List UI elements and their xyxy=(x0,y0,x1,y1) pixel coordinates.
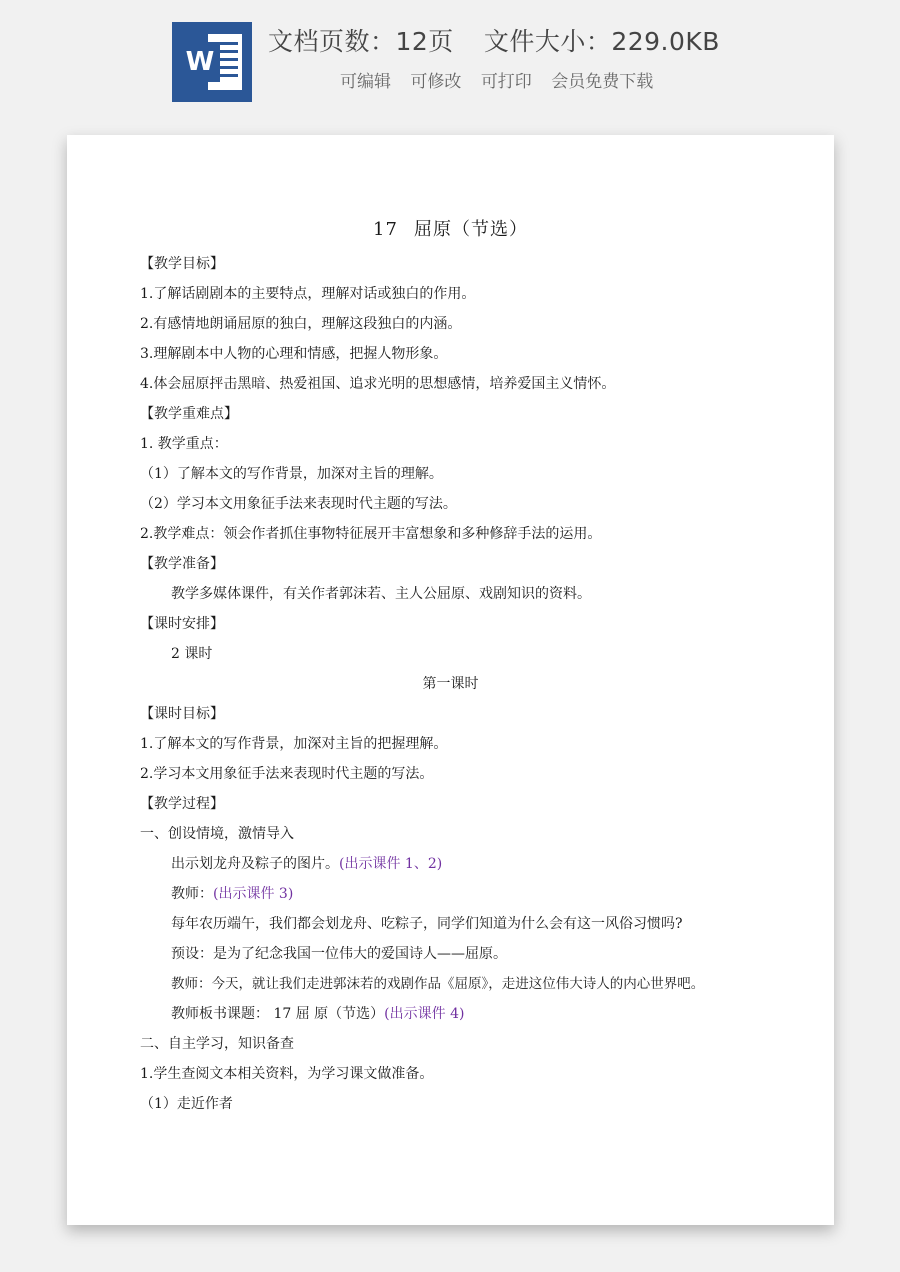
heading-preparation: 【教学准备】 xyxy=(140,556,224,572)
header xyxy=(0,0,900,120)
key-point-1a: （1）了解本文的写作背景，加深对主旨的理解。 xyxy=(140,466,443,482)
heading-lesson-goals: 【课时目标】 xyxy=(140,706,224,722)
file-size: 文件大小：229.0KB xyxy=(483,27,720,56)
key-point-2: 2.教学难点：领会作者抓住事物特征展开丰富想象和多种修辞手法的运用。 xyxy=(140,526,602,542)
lesson-1-heading: 第一课时 xyxy=(422,676,479,692)
section-2-item-1: 1.学生查阅文本相关资料，为学习课文做准备。 xyxy=(140,1066,434,1082)
file-info xyxy=(268,22,720,58)
document-title xyxy=(67,215,834,241)
lesson-goal-2: 2.学习本文用象征手法来表现时代主题的写法。 xyxy=(140,766,434,782)
process-line-6 xyxy=(171,1005,464,1023)
word-document-icon xyxy=(172,22,252,102)
feature-editable: 可编辑 xyxy=(340,72,391,92)
process-line-5: 教师：今天，就让我们走进郭沫若的戏剧作品《屈原》，走进这位伟大诗人的内心世界吧。 xyxy=(171,976,705,992)
lesson-goal-1: 1.了解本文的写作背景，加深对主旨的把握理解。 xyxy=(140,736,448,752)
key-point-1b: （2）学习本文用象征手法来表现时代主题的写法。 xyxy=(140,496,457,512)
goal-4: 4.体会屈原抨击黑暗、热爱祖国、追求光明的思想感情，培养爱国主义情怀。 xyxy=(140,376,616,392)
goal-2: 2.有感情地朗诵屈原的独白，理解这段独白的内涵。 xyxy=(140,316,462,332)
heading-teaching-goals: 【教学目标】 xyxy=(140,256,224,272)
heading-process: 【教学过程】 xyxy=(140,796,224,812)
section-2-heading: 二、自主学习，知识备查 xyxy=(140,1036,294,1052)
title-number: 17 xyxy=(373,219,398,240)
process-line-4: 预设：是为了纪念我国一位伟大的爱国诗人——屈原。 xyxy=(171,946,507,962)
feature-printable: 可打印 xyxy=(480,72,532,92)
section-2-item-1a: （1）走近作者 xyxy=(140,1096,233,1112)
courseware-note: (出示课件 3) xyxy=(213,886,294,902)
icon-letter: W xyxy=(180,42,220,82)
feature-modifiable: 可修改 xyxy=(410,72,462,92)
document-page xyxy=(67,135,834,1225)
process-line-1-text: 出示划龙舟及粽子的图片。 xyxy=(171,856,339,872)
process-line-3: 每年农历端午，我们都会划龙舟、吃粽子，同学们知道为什么会有这一风俗习惯吗? xyxy=(171,916,683,932)
page-count: 文档页数：12页 xyxy=(268,27,454,56)
process-line-6-text: 教师板书课题： 17 屈 原（节选） xyxy=(171,1006,385,1022)
schedule-text: 2 课时 xyxy=(171,646,213,662)
courseware-note: (出示课件 1、2) xyxy=(339,856,443,872)
feature-list xyxy=(340,67,663,92)
process-line-1 xyxy=(171,855,442,873)
courseware-note: (出示课件 4) xyxy=(384,1006,465,1022)
title-text: 屈原（节选） xyxy=(413,219,528,240)
section-1-heading: 一、创设情境，激情导入 xyxy=(140,826,294,842)
process-line-2 xyxy=(171,885,293,903)
goal-1: 1.了解话剧剧本的主要特点，理解对话或独白的作用。 xyxy=(140,286,476,302)
process-line-2-text: 教师： xyxy=(171,886,213,902)
heading-schedule: 【课时安排】 xyxy=(140,616,224,632)
preparation-text: 教学多媒体课件，有关作者郭沫若、主人公屈原、戏剧知识的资料。 xyxy=(171,586,591,602)
feature-free-download: 会员免费下载 xyxy=(551,72,654,92)
key-point-1: 1. 教学重点： xyxy=(140,436,228,452)
heading-key-points: 【教学重难点】 xyxy=(140,406,238,422)
goal-3: 3.理解剧本中人物的心理和情感，把握人物形象。 xyxy=(140,346,448,362)
